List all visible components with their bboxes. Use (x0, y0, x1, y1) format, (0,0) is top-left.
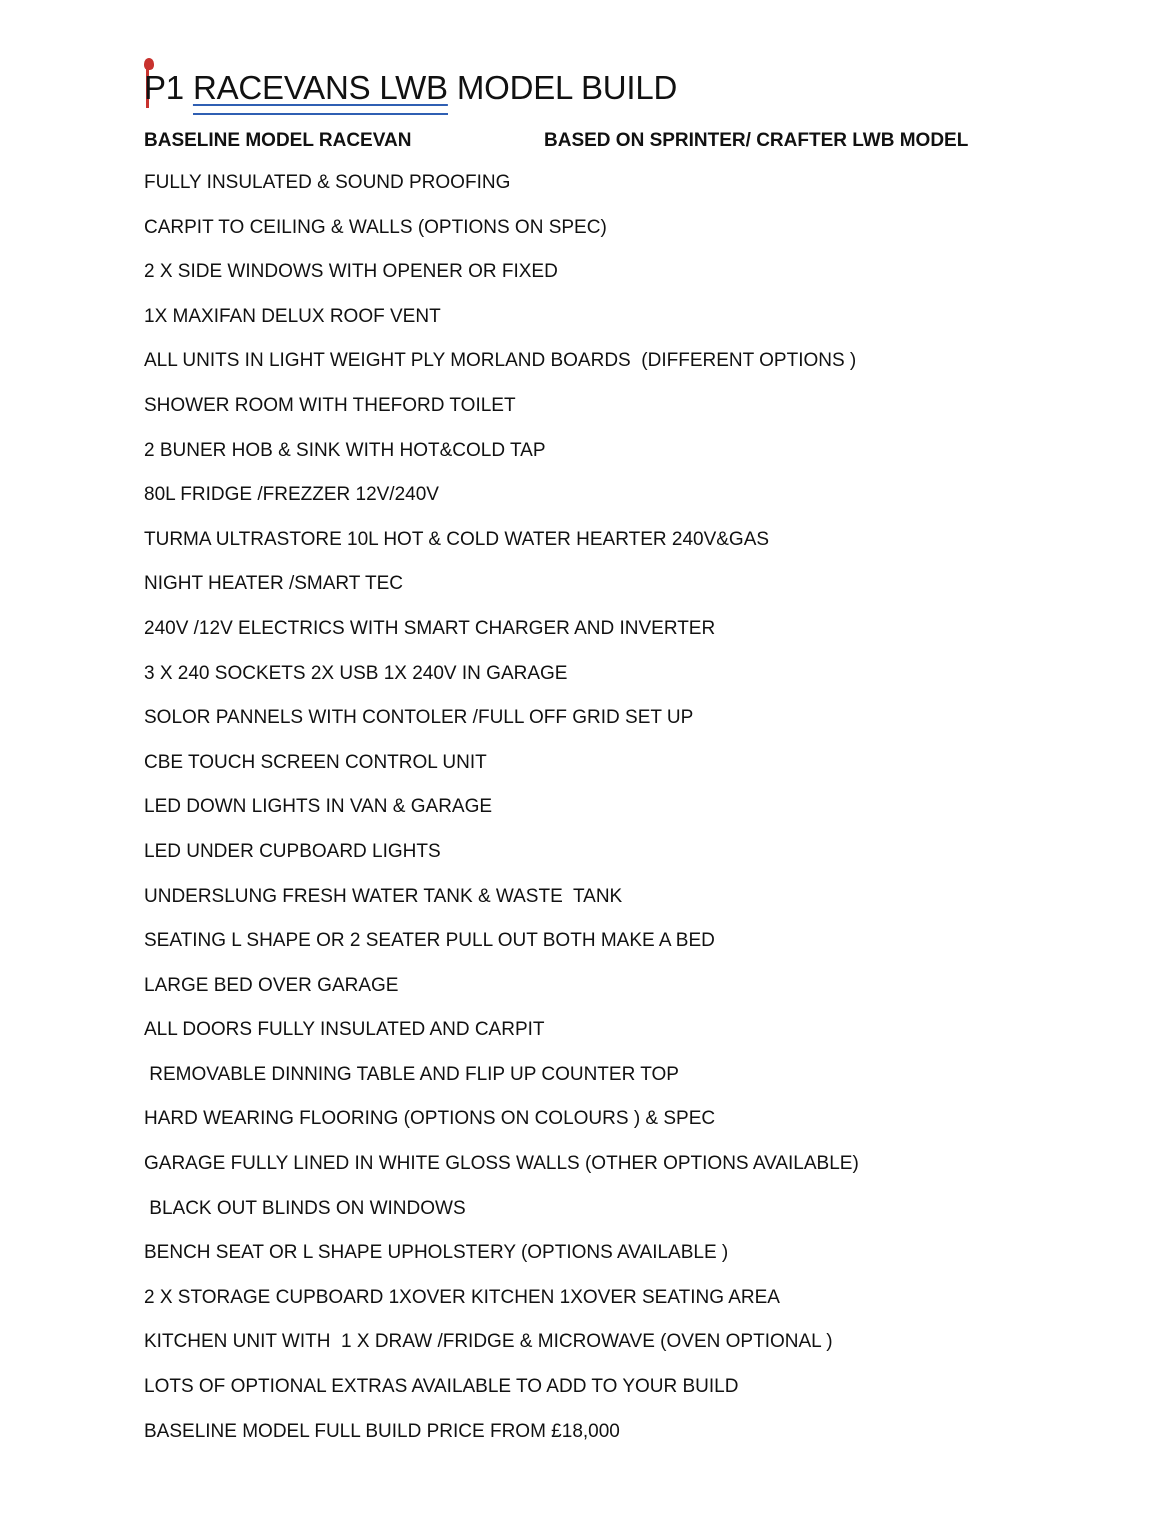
feature-item: CARPIT TO CEILING & WALLS (OPTIONS ON SPEC) (144, 216, 607, 238)
feature-item: 2 BUNER HOB & SINK WITH HOT&COLD TAP (144, 439, 546, 461)
price-line: BASELINE MODEL FULL BUILD PRICE FROM £18,000 (144, 1420, 620, 1442)
feature-item: 2 X SIDE WINDOWS WITH OPENER OR FIXED (144, 261, 558, 283)
feature-item: LARGE BED OVER GARAGE (144, 974, 399, 996)
feature-item: SOLOR PANNELS WITH CONTOLER /FULL OFF GRID SET UP (144, 707, 694, 729)
feature-item: BENCH SEAT OR L SHAPE UPHOLSTERY (OPTIONS AVAILABLE ) (144, 1242, 729, 1264)
feature-item: HARD WEARING FLOORING (OPTIONS ON COLOURS ) & SPEC (144, 1108, 716, 1130)
feature-item: LED UNDER CUPBOARD LIGHTS (144, 840, 441, 862)
subheading-left: BASELINE MODEL RACEVAN (144, 130, 412, 151)
feature-item: ALL DOORS FULLY INSULATED AND CARPIT (144, 1019, 545, 1041)
title-prefix: P1 (144, 69, 193, 106)
feature-item: 1X MAXIFAN DELUX ROOF VENT (144, 305, 441, 327)
page-title (144, 66, 677, 110)
feature-item: BLACK OUT BLINDS ON WINDOWS (144, 1197, 466, 1219)
feature-item: SEATING L SHAPE OR 2 SEATER PULL OUT BOTH MAKE A BED (144, 930, 715, 952)
feature-item: NIGHT HEATER /SMART TEC (144, 573, 404, 595)
feature-item: 240V /12V ELECTRICS WITH SMART CHARGER AND INVERTER (144, 617, 716, 639)
feature-item: KITCHEN UNIT WITH 1 X DRAW /FRIDGE & MICROWAVE (OVEN OPTIONAL ) (144, 1331, 833, 1353)
feature-item: FULLY INSULATED & SOUND PROOFING (144, 172, 511, 193)
feature-item: 3 X 240 SOCKETS 2X USB 1X 240V IN GARAGE (144, 662, 568, 684)
feature-item: LOTS OF OPTIONAL EXTRAS AVAILABLE TO ADD TO YOUR BUILD (144, 1376, 739, 1398)
feature-item: 80L FRIDGE /FREZZER 12V/240V (144, 484, 439, 506)
subheading-right: BASED ON SPRINTER/ CRAFTER LWB MODEL (544, 130, 969, 151)
feature-item: LED DOWN LIGHTS IN VAN & GARAGE (144, 796, 493, 818)
feature-item: UNDERSLUNG FRESH WATER TANK & WASTE TANK (144, 885, 623, 907)
title-suffix: MODEL BUILD (447, 69, 678, 106)
feature-item: 2 X STORAGE CUPBOARD 1XOVER KITCHEN 1XOVER SEATING AREA (144, 1286, 780, 1308)
feature-item: ALL UNITS IN LIGHT WEIGHT PLY MORLAND BOARDS (DIFFERENT OPTIONS ) (144, 350, 857, 372)
feature-item: SHOWER ROOM WITH THEFORD TOILET (144, 394, 516, 416)
title-underlined-text: RACEVANS LWB (192, 69, 448, 106)
feature-item: CBE TOUCH SCREEN CONTROL UNIT (144, 751, 487, 773)
feature-list (144, 171, 859, 1464)
feature-item: REMOVABLE DINNING TABLE AND FLIP UP COUNTER TOP (144, 1063, 679, 1085)
feature-item: TURMA ULTRASTORE 10L HOT & COLD WATER HEARTER 240V&GAS (144, 528, 770, 550)
feature-item: GARAGE FULLY LINED IN WHITE GLOSS WALLS (OTHER OPTIONS AVAILABLE) (144, 1153, 859, 1175)
